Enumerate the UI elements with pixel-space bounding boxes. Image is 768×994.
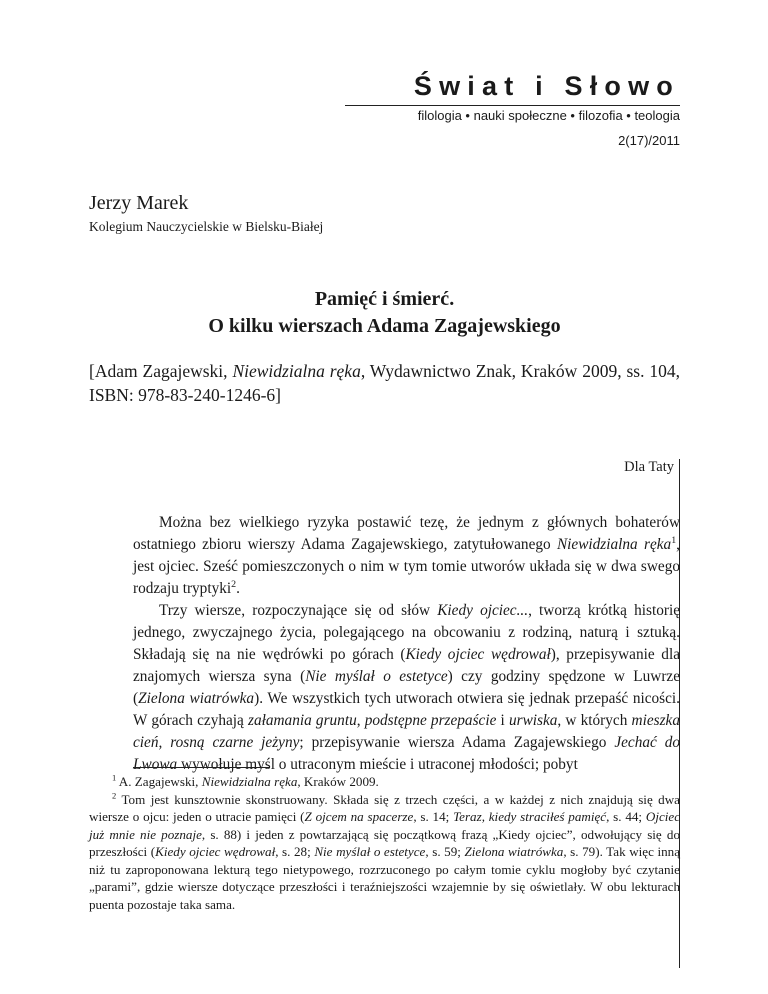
text-run: , s. 59; — [425, 844, 465, 859]
footnote-number-2: 2 — [112, 790, 117, 801]
text-italic: Zielona wiatrówka — [138, 690, 255, 707]
text-run: Można bez wielkiego ryzyka postawić tezę, że jednym z głównych bohaterów ostatniego zbioru wierszy Adama Zagajewskiego, zatytułowanego — [133, 514, 680, 553]
footnote-separator — [133, 767, 270, 768]
text-run: , — [356, 712, 365, 729]
author-name: Jerzy Marek — [89, 192, 189, 214]
text-run: , Kraków 2009. — [297, 774, 379, 789]
text-run: , tworzą krótką historię jednego, zwyczajnego życia, polegającego na obcowaniu z rodziną, naturą i sztuką. Składają się na nie wędrówki po górach ( — [133, 602, 680, 663]
text-run: Tom jest kunsztownie skonstruowany. Składa się z trzech części, a w każdej z nich znajdują się dwa wiersze o ojcu: jeden o utracie pamięci ( — [89, 791, 680, 824]
text-italic: Niewidzialna ręka — [556, 536, 672, 553]
footnote-ref-1[interactable]: 1 — [671, 534, 677, 546]
text-italic: mieszka cień, rosną czarne jeżyny — [133, 712, 680, 751]
body-text — [133, 512, 680, 776]
biblio-author: Adam Zagajewski, — [94, 361, 233, 381]
text-italic: Kiedy ojciec wędrował — [405, 646, 551, 663]
article-title — [89, 286, 680, 340]
text-run: ), przepisywanie dla znajomych wiersza syna ( — [133, 646, 680, 685]
footnote-number-1: 1 — [112, 772, 117, 783]
text-run: , s. 44; — [606, 809, 646, 824]
footnotes — [89, 773, 680, 913]
text-run: ). We wszystkich tych utworach otwiera się jednak przepaść nicości. W górach czyhają — [133, 690, 680, 729]
text-italic: załamania gruntu — [248, 712, 357, 729]
text-italic: urwiska — [508, 712, 558, 729]
paragraph-1 — [133, 512, 680, 600]
journal-header — [345, 70, 680, 149]
text-run: Trzy wiersze, rozpoczynające się od słów — [159, 602, 438, 619]
text-italic: Nie myślał o estetyce — [305, 668, 448, 685]
header-rule — [345, 105, 680, 106]
biblio-open-bracket: [ — [89, 361, 95, 381]
text-run: ) czy godziny spędzone w Luwrze ( — [133, 668, 681, 707]
footnote-2 — [89, 791, 680, 914]
footnote-1 — [89, 773, 680, 791]
paragraph-2 — [133, 600, 680, 776]
author-affiliation: Kolegium Nauczycielskie w Bielsku-Białej — [89, 219, 324, 234]
biblio-book-title: Niewidzialna ręka — [232, 361, 361, 381]
text-italic: podstępne przepaście — [364, 712, 497, 729]
text-run: , s. 79). Tak więc inną niż tu zaproponowana lekturą tego nietypowego, rozrzuconego po całym tomie cyklu mogłoby być czytanie „parami”, gdzie wiersze dotyczące przeszłości i teraźniejszości wzajemnie by się oświetlały. W obu lekturach puenta pozostaje taka sama. — [89, 844, 681, 912]
text-italic: Kiedy ojciec... — [437, 602, 529, 619]
text-run: ; przepisywanie wiersza Adama Zagajewskiego — [299, 734, 615, 751]
biblio-details: , Wydawnictwo Znak, Kraków 2009, ss. 104, ISBN: 978-83-240-1246-6] — [89, 361, 681, 405]
text-italic: Kiedy ojciec wędrował — [155, 844, 276, 859]
article-title-line-1: Pamięć i śmierć. — [314, 288, 455, 310]
text-run: , s. 28; — [275, 844, 315, 859]
text-italic: Ojciec już mnie nie poznaje — [89, 809, 681, 842]
text-run: , s. 14; — [413, 809, 454, 824]
journal-subtitle: filologia • nauki społeczne • filozofia • teologia — [417, 108, 680, 123]
text-run: , w których — [557, 712, 632, 729]
journal-issue: 2(17)/2011 — [618, 133, 680, 148]
article-title-line-2: O kilku wierszach Adama Zagajewskiego — [208, 315, 561, 337]
journal-title: Świat i Słowo — [413, 71, 680, 101]
bibliographic-note — [89, 360, 680, 407]
dedication: Dla Taty — [624, 459, 674, 475]
text-italic: Jechać do Lwowa — [133, 734, 681, 773]
text-run: , s. 88) i jeden z powtarzającą się początkową frazą „Kiedy ojciec”, odwołujący się do przeszłości ( — [89, 826, 680, 859]
text-run: i — [496, 712, 509, 729]
text-italic: Zielona wiatrówka — [464, 844, 564, 859]
text-run: A. Zagajewski, — [116, 774, 202, 789]
text-run: . — [236, 580, 240, 597]
text-italic: Teraz, kiedy straciłeś pamięć — [453, 809, 607, 824]
text-italic: Niewidzialna ręka — [201, 774, 298, 789]
text-italic: Nie myślał o estetyce — [314, 844, 426, 859]
footnote-ref-2[interactable]: 2 — [231, 578, 237, 590]
text-run: , jest ojciec. Sześć pomieszczonych o nim w tym tomie utworów układa się w dwa swego rodzaju tryptyki — [133, 536, 680, 597]
text-run: wywołuje myśl o utraconym mieście i utraconej młodości; pobyt — [177, 756, 578, 773]
text-italic: Z ojcem na spacerze — [304, 809, 414, 824]
